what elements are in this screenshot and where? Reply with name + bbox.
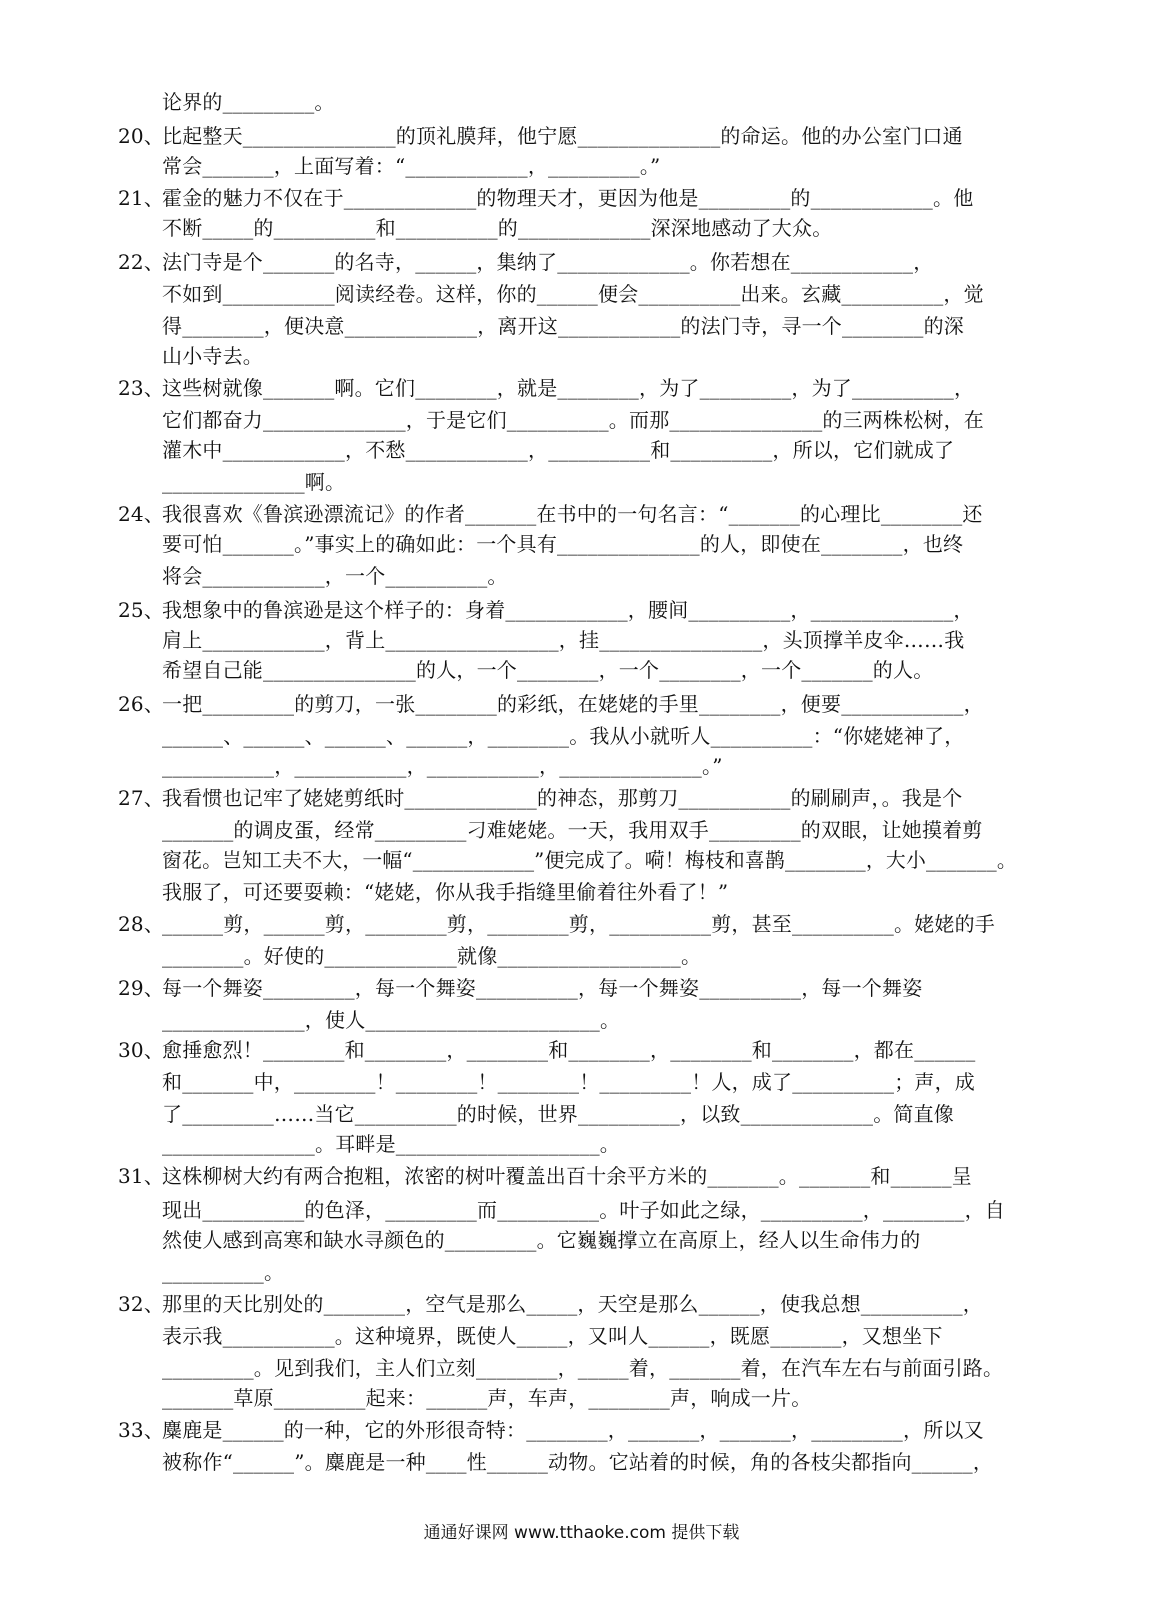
question-text: 愈捶愈烈！________和________，________和________，________和________，都在______ bbox=[162, 1038, 976, 1062]
question-number: 21、 bbox=[118, 186, 165, 210]
question-number: 23、 bbox=[118, 376, 165, 400]
question-text: 灌木中____________，不愁____________，__________和__________，所以，它们就成了 bbox=[162, 438, 955, 462]
question-number: 30、 bbox=[118, 1038, 165, 1062]
question-text: __________。 bbox=[162, 1260, 285, 1284]
question-text: 得________，便决意_____________，离开这____________的法门寺，寻一个________的深 bbox=[162, 314, 964, 338]
question-number: 32、 bbox=[118, 1292, 165, 1316]
question-number: 22、 bbox=[118, 250, 165, 274]
question-text: 一把_________的剪刀，一张________的彩纸，在姥姥的手里________，便要____________， bbox=[162, 692, 984, 716]
question-text: 窗花。岂知工夫不大，一幅“____________”便完成了。嗬！梅枝和喜鹊________，大小_______。 bbox=[162, 848, 1017, 872]
question-text: 不如到___________阅读经卷。这样，你的______便会__________出来。玄藏__________，觉 bbox=[162, 282, 984, 306]
question-text: 山小寺去。 bbox=[162, 344, 263, 368]
question-text: 将会____________，一个__________。 bbox=[162, 564, 508, 588]
question-number: 27、 bbox=[118, 786, 165, 810]
question-text: 了_________……当它__________的时候，世界__________，以致_____________。简直像 bbox=[162, 1102, 954, 1126]
question-text: _______________。耳畔是____________________。 bbox=[162, 1132, 620, 1156]
question-text: ______________啊。 bbox=[162, 470, 346, 494]
question-text: 每一个舞姿_________，每一个舞姿__________，每一个舞姿__________，每一个舞姿 bbox=[162, 976, 923, 1000]
question-text: 和_______中，________！________！________！_________！人，成了__________；声，成 bbox=[162, 1070, 975, 1094]
question-text: 麋鹿是______的一种，它的外形很奇特：________，_______，_______，_________，所以又 bbox=[162, 1418, 984, 1442]
question-text: _________。见到我们，主人们立刻________，_____着，_______着，在汽车左右与前面引路。 bbox=[162, 1356, 1004, 1380]
question-text: 希望自己能_______________的人，一个________，一个________，一个_______的人。 bbox=[162, 658, 934, 682]
question-text: 它们都奋力______________，于是它们__________。而那_______________的三两株松树，在 bbox=[162, 408, 984, 432]
question-number: 25、 bbox=[118, 598, 165, 622]
question-number: 20、 bbox=[118, 124, 165, 148]
question-text: 那里的天比别处的________，空气是那么_____，天空是那么______，使我总想__________， bbox=[162, 1292, 983, 1316]
question-text: 表示我___________。这种境界，既使人_____，又叫人______，既愿_______，又想坐下 bbox=[162, 1324, 943, 1348]
question-text: ______剪，______剪，________剪，________剪，__________剪，甚至__________。姥姥的手 bbox=[162, 912, 995, 936]
page-footer: 通通好课网 www.tthaoke.com 提供下载 bbox=[423, 1523, 740, 1543]
question-text: 我看惯也记牢了姥姥剪纸时_____________的神态，那剪刀___________的刷刷声，。我是个 bbox=[162, 786, 963, 810]
question-text: 不断_____的__________和__________的_____________深深地感动了大众。 bbox=[162, 216, 833, 240]
question-number: 31、 bbox=[118, 1164, 165, 1188]
question-text: ______、______、______、______，________。我从小就听人__________：“你姥姥神了， bbox=[162, 724, 965, 748]
question-text: 现出__________的色泽，_________而__________。叶子如此之绿，__________，________，自 bbox=[162, 1198, 1005, 1222]
question-text: ___________，___________，___________，______________。” bbox=[162, 754, 723, 778]
question-number: 24、 bbox=[118, 502, 165, 526]
question-text: 我很喜欢《鲁滨逊漂流记》的作者_______在书中的一句名言：“_______的心理比________还 bbox=[162, 502, 983, 526]
question-number: 28、 bbox=[118, 912, 165, 936]
question-text: 论界的_________。 bbox=[162, 90, 335, 114]
question-number: 29、 bbox=[118, 976, 165, 1000]
question-text: ______________，使人_______________________。 bbox=[162, 1008, 621, 1032]
question-number: 26、 bbox=[118, 692, 165, 716]
question-text: 这株柳树大约有两合抱粗，浓密的树叶覆盖出百十余平方米的_______。_______和______呈 bbox=[162, 1164, 972, 1188]
question-text: 被称作“______”。麋鹿是一种____性______动物。它站着的时候，角的各枝尖都指向______， bbox=[162, 1450, 994, 1474]
question-text: 常会_______，上面写着：“____________，_________。” bbox=[162, 154, 661, 178]
question-text: 然使人感到高寒和缺水寻颜色的_________。它巍巍撑立在高原上，经人以生命伟力的 bbox=[162, 1228, 921, 1252]
question-text: 我想象中的鲁滨逊是这个样子的：身着____________，腰间__________，______________， bbox=[162, 598, 974, 622]
question-text: _______草原_________起来：______声，车声，________声，响成一片。 bbox=[162, 1386, 812, 1410]
question-text: 法门寺是个_______的名寺，______，集纳了_____________。你若想在____________， bbox=[162, 250, 934, 274]
question-text: 肩上____________，背上_________________，挂________________，头顶撑羊皮伞……我 bbox=[162, 628, 965, 652]
question-text: 这些树就像_______啊。它们________，就是________，为了_________，为了__________， bbox=[162, 376, 975, 400]
question-text: ________。好使的_____________就像__________________。 bbox=[162, 944, 702, 968]
question-text: 比起整天_______________的顶礼膜拜，他宁愿______________的命运。他的办公室门口通 bbox=[162, 124, 963, 148]
question-text: 霍金的魅力不仅在于_____________的物理天才，更因为他是_________的____________。他 bbox=[162, 186, 974, 210]
question-text: _______的调皮蛋，经常_________刁难姥姥。一天，我用双手_________的双眼，让她摸着剪 bbox=[162, 818, 983, 842]
question-text: 要可怕_______。”事实上的确如此：一个具有______________的人，即使在________，也终 bbox=[162, 532, 964, 556]
question-number: 33、 bbox=[118, 1418, 165, 1442]
question-text: 我服了，可还要耍赖：“姥姥，你从我手指缝里偷着往外看了！” bbox=[162, 880, 729, 904]
